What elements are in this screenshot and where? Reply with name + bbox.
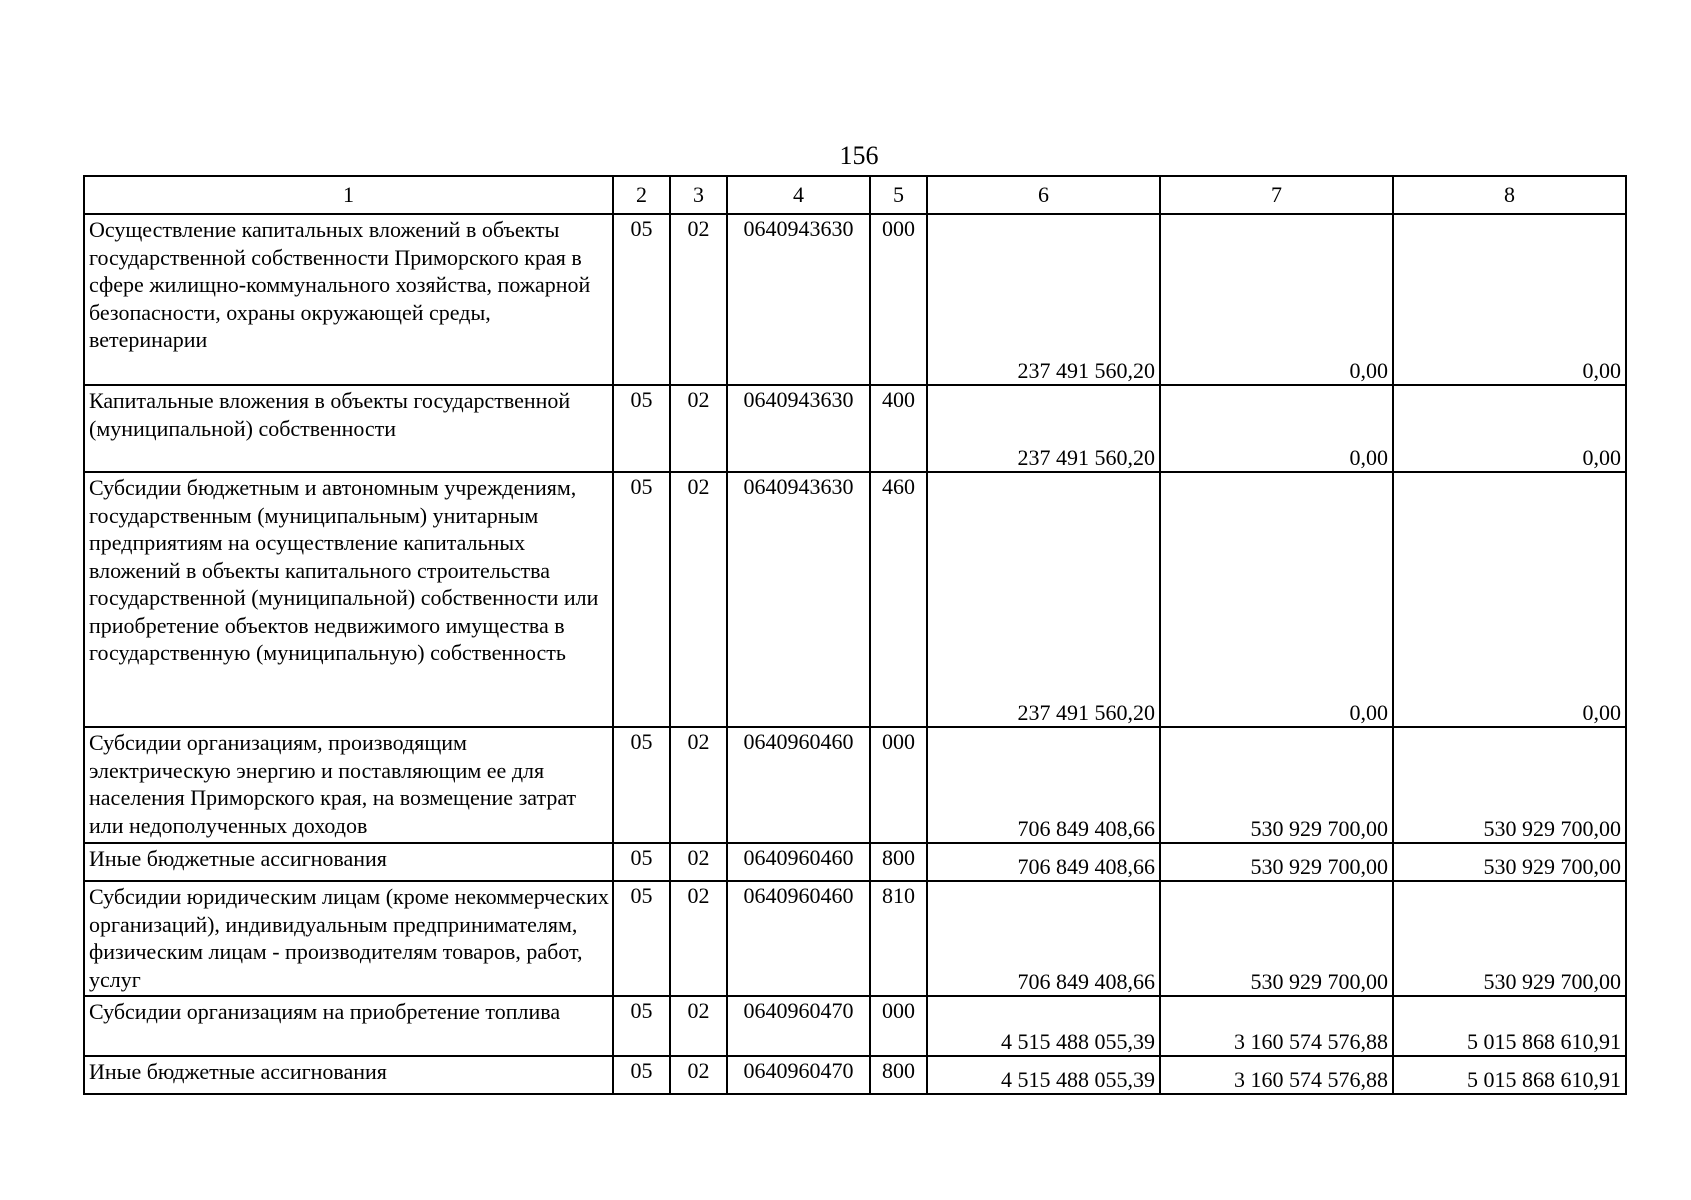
amount-col7: 530 929 700,00 [1160,843,1393,881]
amount-col8: 530 929 700,00 [1393,843,1626,881]
section-code: 05 [613,385,670,472]
section-code: 05 [613,881,670,996]
budget-table [83,175,1627,1095]
section-code: 05 [613,996,670,1056]
item-name: Субсидии юридическим лицам (кроме некоммерческих организаций), индивидуальным предпринимателям, физическим лицам - производителям товаров, работ, услуг [84,881,613,996]
target-article-code: 0640960460 [727,727,870,843]
table-row [84,727,1626,843]
item-name: Капитальные вложения в объекты государственной (муниципальной) собственности [84,385,613,472]
subsection-code: 02 [670,472,727,727]
subsection-code: 02 [670,996,727,1056]
amount-col8: 0,00 [1393,472,1626,727]
table-row [84,1056,1626,1094]
table-row [84,996,1626,1056]
amount-col8: 530 929 700,00 [1393,727,1626,843]
target-article-code: 0640960460 [727,843,870,881]
amount-col8: 5 015 868 610,91 [1393,1056,1626,1094]
column-header: 6 [927,176,1160,214]
amount-col6: 4 515 488 055,39 [927,996,1160,1056]
amount-col6: 706 849 408,66 [927,881,1160,996]
amount-col7: 0,00 [1160,472,1393,727]
section-code: 05 [613,843,670,881]
amount-col6: 706 849 408,66 [927,843,1160,881]
section-code: 05 [613,472,670,727]
table-row [84,385,1626,472]
amount-col8: 0,00 [1393,214,1626,385]
amount-col8: 5 015 868 610,91 [1393,996,1626,1056]
column-header: 3 [670,176,727,214]
subsection-code: 02 [670,881,727,996]
item-name: Осуществление капитальных вложений в объекты государственной собственности Приморского края в сфере жилищно-коммунального хозяйства, пожарной безопасности, охраны окружающей среды, ветеринарии [84,214,613,385]
table-row [84,843,1626,881]
page-number: 156 [839,141,879,170]
amount-col8: 530 929 700,00 [1393,881,1626,996]
item-name: Иные бюджетные ассигнования [84,843,613,881]
item-name: Субсидии организациям, производящим электрическую энергию и поставляющим ее для населения Приморского края, на возмещение затрат или недополученных доходов [84,727,613,843]
amount-col6: 237 491 560,20 [927,385,1160,472]
expense-type-code: 810 [870,881,927,996]
target-article-code: 0640943630 [727,472,870,727]
table-row [84,214,1626,385]
subsection-code: 02 [670,214,727,385]
amount-col7: 0,00 [1160,385,1393,472]
column-header: 5 [870,176,927,214]
subsection-code: 02 [670,843,727,881]
amount-col6: 4 515 488 055,39 [927,1056,1160,1094]
section-code: 05 [613,1056,670,1094]
subsection-code: 02 [670,1056,727,1094]
header-row [84,176,1626,214]
column-header: 2 [613,176,670,214]
section-code: 05 [613,727,670,843]
column-header: 7 [1160,176,1393,214]
section-code: 05 [613,214,670,385]
expense-type-code: 000 [870,996,927,1056]
expense-type-code: 000 [870,214,927,385]
subsection-code: 02 [670,385,727,472]
amount-col7: 530 929 700,00 [1160,727,1393,843]
amount-col7: 0,00 [1160,214,1393,385]
expense-type-code: 800 [870,843,927,881]
target-article-code: 0640960470 [727,1056,870,1094]
expense-type-code: 000 [870,727,927,843]
column-header: 4 [727,176,870,214]
target-article-code: 0640943630 [727,385,870,472]
column-header: 1 [84,176,613,214]
target-article-code: 0640943630 [727,214,870,385]
amount-col6: 237 491 560,20 [927,472,1160,727]
amount-col7: 3 160 574 576,88 [1160,996,1393,1056]
amount-col6: 237 491 560,20 [927,214,1160,385]
column-header: 8 [1393,176,1626,214]
expense-type-code: 800 [870,1056,927,1094]
table-row [84,881,1626,996]
subsection-code: 02 [670,727,727,843]
expense-type-code: 460 [870,472,927,727]
target-article-code: 0640960460 [727,881,870,996]
table-row [84,472,1626,727]
amount-col8: 0,00 [1393,385,1626,472]
amount-col6: 706 849 408,66 [927,727,1160,843]
item-name: Иные бюджетные ассигнования [84,1056,613,1094]
amount-col7: 3 160 574 576,88 [1160,1056,1393,1094]
amount-col7: 530 929 700,00 [1160,881,1393,996]
expense-type-code: 400 [870,385,927,472]
item-name: Субсидии организациям на приобретение топлива [84,996,613,1056]
target-article-code: 0640960470 [727,996,870,1056]
item-name: Субсидии бюджетным и автономным учреждениям, государственным (муниципальным) унитарным предприятиям на осуществление капитальных вложений в объекты капитального строительства государственной (муниципальной) собственности или приобретение объектов недвижимого имущества в государственную (муниципальную) собственность [84,472,613,727]
